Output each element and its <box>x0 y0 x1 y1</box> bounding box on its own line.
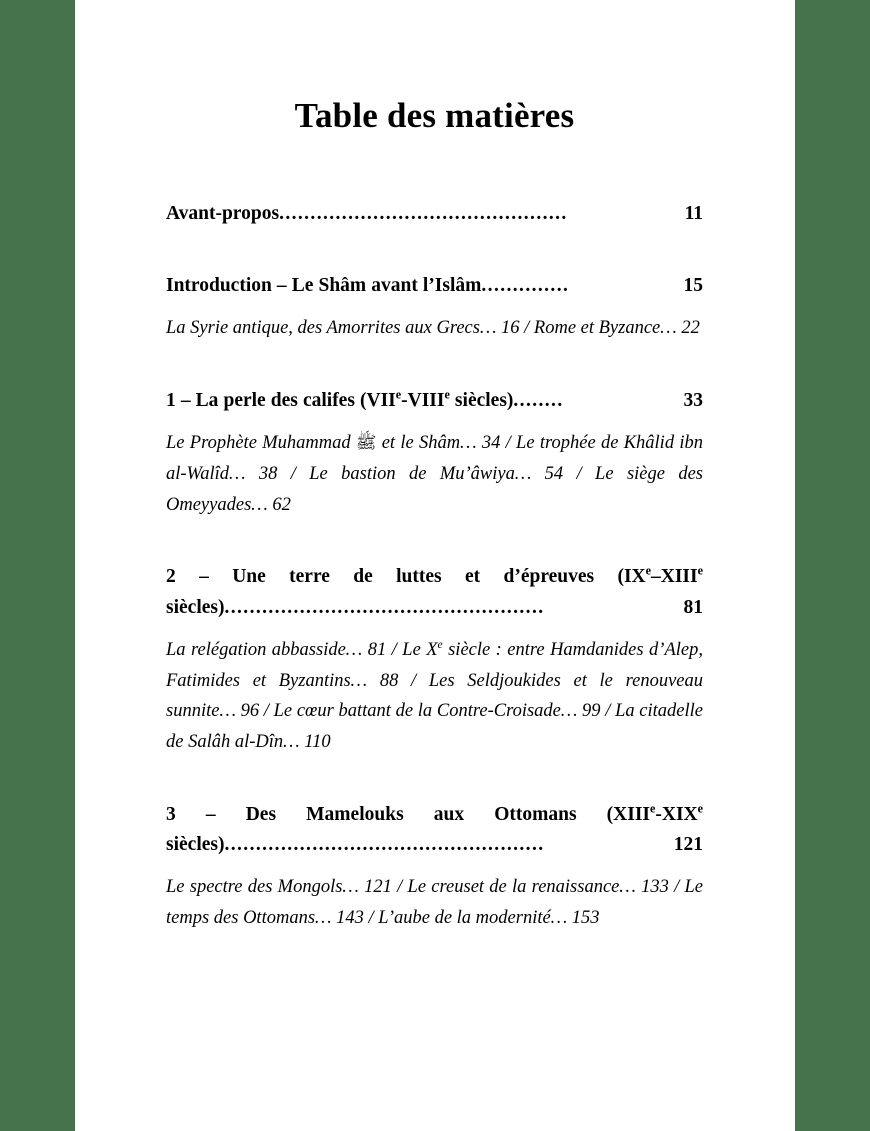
toc-entry-heading-line-2 <box>166 830 703 860</box>
subsection-text-part: siècle : entre Hamdanides d’Alep, Fatimides et Byzantins… 88 / Les Seldjoukides et le renouveau sunnite… 96 / Le cœur battant de la Contre-Croisade… 99 / La citadelle de Salâh al-Dîn… 110 <box>166 639 703 753</box>
toc-entry-label: Avant-propos <box>166 203 280 224</box>
toc-entry-page-number: 15 <box>683 275 703 297</box>
ordinal-superscript: e <box>645 563 652 578</box>
leader-row <box>166 386 703 416</box>
toc-entry-subsections <box>166 635 703 758</box>
dot-leader: ................................................... <box>224 833 545 855</box>
toc-content <box>166 0 703 934</box>
dot-leader: .............................................. <box>279 203 568 224</box>
leader-row <box>166 830 703 860</box>
ordinal-superscript: e <box>650 801 656 816</box>
toc-entry-chapter-1[interactable] <box>166 386 703 520</box>
heading-text-part: 1 – La perle des califes (VII <box>166 390 396 412</box>
document-page <box>75 0 795 1131</box>
dot-leader: ................................................... <box>224 596 545 618</box>
leader-row <box>166 199 703 229</box>
dot-leader: ........ <box>513 390 564 412</box>
toc-entry-page-number: 33 <box>683 390 703 412</box>
pbuh-glyph-icon: ﷺ <box>355 433 377 454</box>
toc-entry-page-number: 121 <box>673 833 703 855</box>
subsection-text-part: La relégation abbasside… 81 / Le X <box>166 639 438 660</box>
subsection-text-part: et le Shâm… 34 / Le trophée de Khâlid ibn al-Walîd… 38 / Le bastion de Mu’âwiya… 54 / Le siège des Omeyyades… 62 <box>166 433 703 515</box>
toc-entry-page-number: 11 <box>684 203 703 224</box>
toc-entry-heading <box>166 800 703 830</box>
toc-entry-subsections <box>166 428 703 520</box>
toc-entry-label <box>166 386 513 416</box>
ordinal-superscript: e <box>437 638 443 651</box>
heading-text-part: -VIII <box>401 390 445 412</box>
heading-text-part: 2 – Une terre de luttes et d’épreuves (IX <box>166 566 646 588</box>
ordinal-superscript: e <box>697 801 703 816</box>
toc-entry-heading <box>166 199 703 229</box>
toc-entry-heading <box>166 562 703 592</box>
toc-entry-heading-line-2 <box>166 593 703 623</box>
toc-entry-introduction[interactable] <box>166 271 703 344</box>
toc-entry-label: Introduction – Le Shâm avant l’Islâm <box>166 275 482 297</box>
heading-text-part: siècles) <box>449 390 514 412</box>
heading-text-part: 3 – Des Mamelouks aux Ottomans (XIII <box>166 803 650 825</box>
toc-entry-heading <box>166 386 703 416</box>
page-title: Table des matières <box>294 96 575 135</box>
heading-text-part: -XIX <box>655 803 698 825</box>
toc-entry-label: siècles) <box>166 833 225 855</box>
toc-entry-chapter-3[interactable] <box>166 800 703 934</box>
toc-entry-avant-propos[interactable] <box>166 199 703 229</box>
ordinal-superscript: e <box>444 387 450 402</box>
toc-entry-page-number: 81 <box>683 596 703 618</box>
toc-entry-label: siècles) <box>166 596 225 618</box>
toc-entry-heading <box>166 271 703 301</box>
toc-entry-subsections: Le spectre des Mongols… 121 / Le creuset de la renaissance… 133 / Le temps des Ottomans… 143 / L’aube de la modernité… 153 <box>166 877 703 928</box>
leader-row <box>166 271 703 301</box>
ordinal-superscript: e <box>395 387 402 402</box>
ordinal-superscript: e <box>697 563 703 578</box>
leader-row <box>166 593 703 623</box>
toc-entry-subsections: La Syrie antique, des Amorrites aux Grecs… 16 / Rome et Byzance… 22 <box>166 318 700 339</box>
heading-text-part: –XIII <box>651 566 698 588</box>
toc-entry-chapter-2[interactable] <box>166 562 703 757</box>
subsection-text-part: Le Prophète Muhammad <box>166 433 356 454</box>
dot-leader: .............. <box>481 275 570 297</box>
